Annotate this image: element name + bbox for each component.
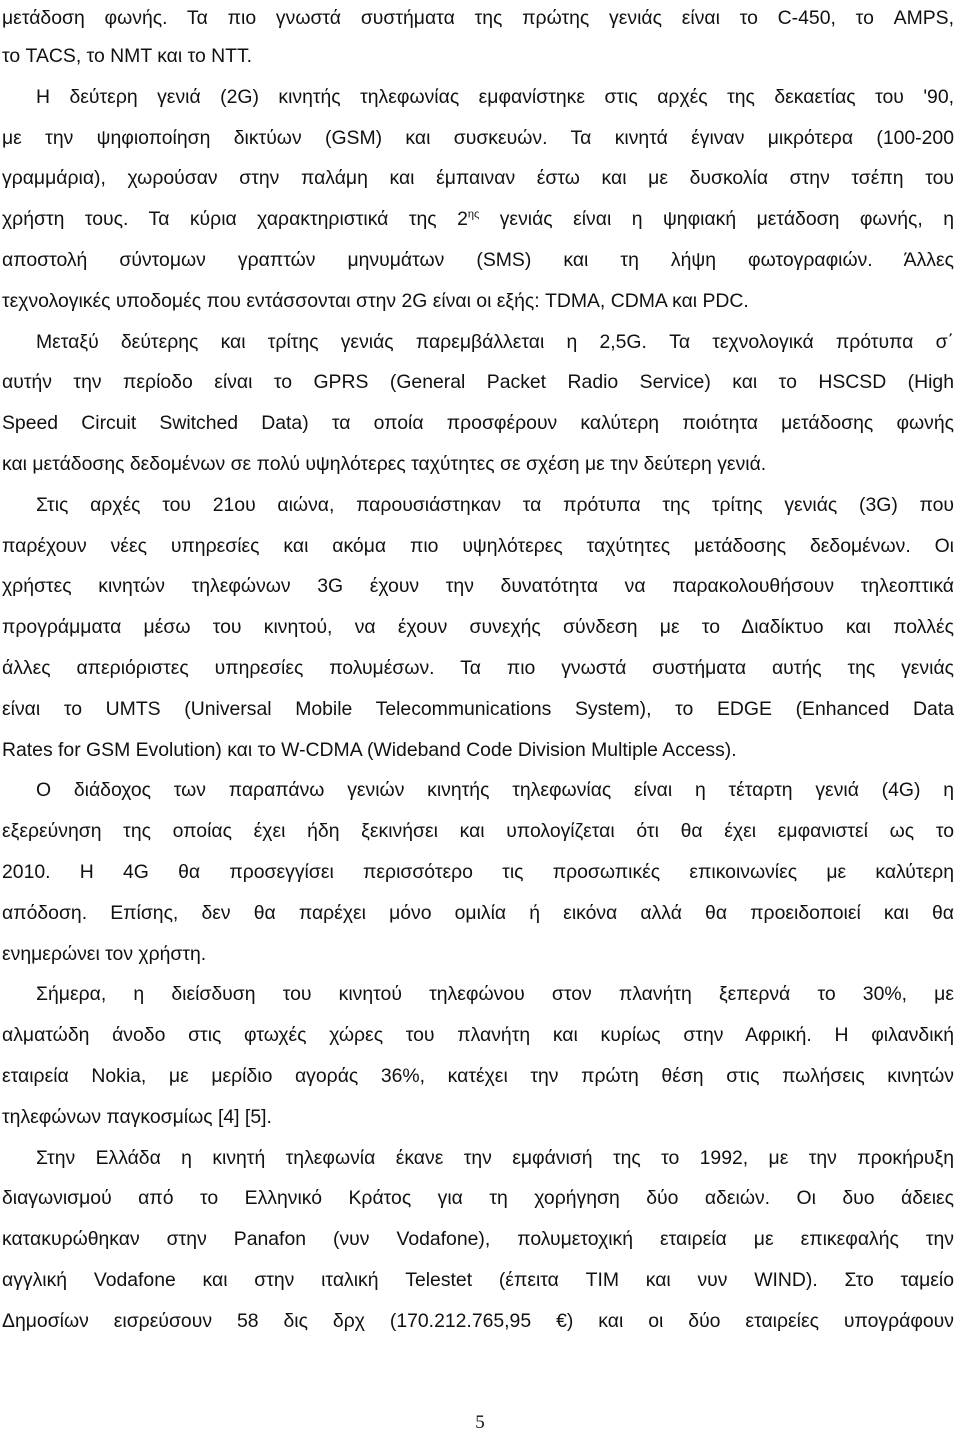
text-line: 2010. Η 4G θα προσεγγίσει περισσότερο τις προσωπικές επικοινωνίες με καλύτερη bbox=[2, 860, 954, 883]
text-fragment: γενιάς είναι η ψηφιακή μετάδοση φωνής, η bbox=[479, 208, 954, 231]
page-number: 5 bbox=[475, 1412, 485, 1433]
text-line: απόδοση. Επίσης, δεν θα παρέχει μόνο ομιλία ή εικόνα αλλά θα προειδοποιεί και θα bbox=[2, 901, 954, 924]
text-line: Στις αρχές του 21ου αιώνα, παρουσιάστηκαν τα πρότυπα της τρίτης γενιάς (3G) που bbox=[36, 493, 954, 516]
text-line: είναι το UMTS (Universal Mobile Telecommunications System), το EDGE (Enhanced Data bbox=[2, 697, 954, 720]
text-line: αγγλική Vodafone και στην ιταλική Telestet (έπειτα TIM και νυν WIND). Στο ταμείο bbox=[2, 1268, 954, 1291]
text-line: το TACS, το NMT και το NTT. bbox=[2, 45, 253, 67]
text-line: Ο διάδοχος των παραπάνω γενιών κινητής τηλεφωνίας είναι η τέταρτη γενιά (4G) η bbox=[36, 779, 954, 802]
text-line: αποστολή σύντομων γραπτών μηνυμάτων (SMS) και τη λήψη φωτογραφιών. Άλλες bbox=[2, 248, 954, 271]
text-line: μετάδοση φωνής. Τα πιο γνωστά συστήματα της πρώτης γενιάς είναι το C-450, το AMPS, bbox=[2, 7, 954, 29]
text-line: τεχνολογικές υποδομές που εντάσσονται στην 2G είναι οι εξής: TDMA, CDMA και PDC. bbox=[2, 289, 749, 312]
text-line: κατακυρώθηκαν στην Panafon (νυν Vodafone), πολυμετοχική εταιρεία με επικεφαλής την bbox=[2, 1228, 954, 1251]
text-line: εταιρεία Nokia, με μερίδιο αγοράς 36%, κατέχει την πρώτη θέση στις πωλήσεις κινητών bbox=[2, 1064, 954, 1087]
text-line: γραμμάρια), χωρούσαν στην παλάμη και έμπαιναν έστω και με δυσκολία στην τσέπη του bbox=[2, 167, 954, 190]
text-line: Σήμερα, η διείσδυση του κινητού τηλεφώνου στον πλανήτη ξεπερνά το 30%, με bbox=[36, 983, 954, 1006]
ordinal-superscript: ης bbox=[467, 208, 480, 221]
text-fragment: χρήστη τους. Τα κύρια χαρακτηριστικά της 2 bbox=[2, 208, 468, 231]
text-line: διαγωνισμού από το Ελληνικό Κράτος για τη χορήγηση δύο αδειών. Οι δυο άδειες bbox=[2, 1187, 954, 1210]
text-line: αλματώδη άνοδο στις φτωχές χώρες του πλανήτη και κυρίως στην Αφρική. Η φιλανδική bbox=[2, 1024, 954, 1047]
text-line: και μετάδοσης δεδομένων σε πολύ υψηλότερες ταχύτητες σε σχέση με την δεύτερη γενιά. bbox=[2, 452, 767, 475]
text-line: ενημερώνει τον χρήστη. bbox=[2, 942, 207, 965]
text-line: Speed Circuit Switched Data) τα οποία προσφέρουν καλύτερη ποιότητα μετάδοσης φωνής bbox=[2, 412, 954, 435]
text-line: άλλες απεριόριστες υπηρεσίες πολυμέσων. Τα πιο γνωστά συστήματα αυτής της γενιάς bbox=[2, 656, 954, 679]
text-line: Rates for GSM Evolution) και το W-CDMA (Wideband Code Division Multiple Access). bbox=[2, 738, 737, 761]
text-line: Δημοσίων εισρεύσουν 58 δις δρχ (170.212.765,95 €) και οι δύο εταιρείες υπογράφουν bbox=[2, 1309, 954, 1332]
text-line: Στην Ελλάδα η κινητή τηλεφωνία έκανε την εμφάνισή της το 1992, με την προκήρυξη bbox=[36, 1146, 954, 1169]
text-line: χρήστες κινητών τηλεφώνων 3G έχουν την δυνατότητα να παρακολουθήσουν τηλεοπτικά bbox=[2, 575, 954, 598]
text-line: τηλεφώνων παγκοσμίως [4] [5]. bbox=[2, 1105, 272, 1128]
text-line-with-superscript bbox=[0, 199, 954, 240]
text-line: Μεταξύ δεύτερης και τρίτης γενιάς παρεμβάλλεται η 2,5G. Τα τεχνολογικά πρότυπα σ΄ bbox=[36, 330, 954, 353]
text-line: προγράμματα μέσω του κινητού, να έχουν συνεχής σύνδεση με το Διαδίκτυο και πολλές bbox=[2, 616, 954, 639]
text-line: με την ψηφιοποίηση δικτύων (GSM) και συσκευών. Τα κινητά έγιναν μικρότερα (100-200 bbox=[2, 126, 954, 149]
text-line: παρέχουν νέες υπηρεσίες και ακόμα πιο υψηλότερες ταχύτητες μετάδοσης δεδομένων. Οι bbox=[2, 534, 954, 557]
text-line: αυτήν την περίοδο είναι το GPRS (General Packet Radio Service) και το HSCSD (High bbox=[2, 371, 954, 394]
text-line: εξερεύνηση της οποίας έχει ήδη ξεκινήσει και υπολογίζεται ότι θα έχει εμφανιστεί ως το bbox=[2, 820, 954, 843]
text-line: Η δεύτερη γενιά (2G) κινητής τηλεφωνίας εμφανίστηκε στις αρχές της δεκαετίας του '90, bbox=[36, 85, 954, 108]
